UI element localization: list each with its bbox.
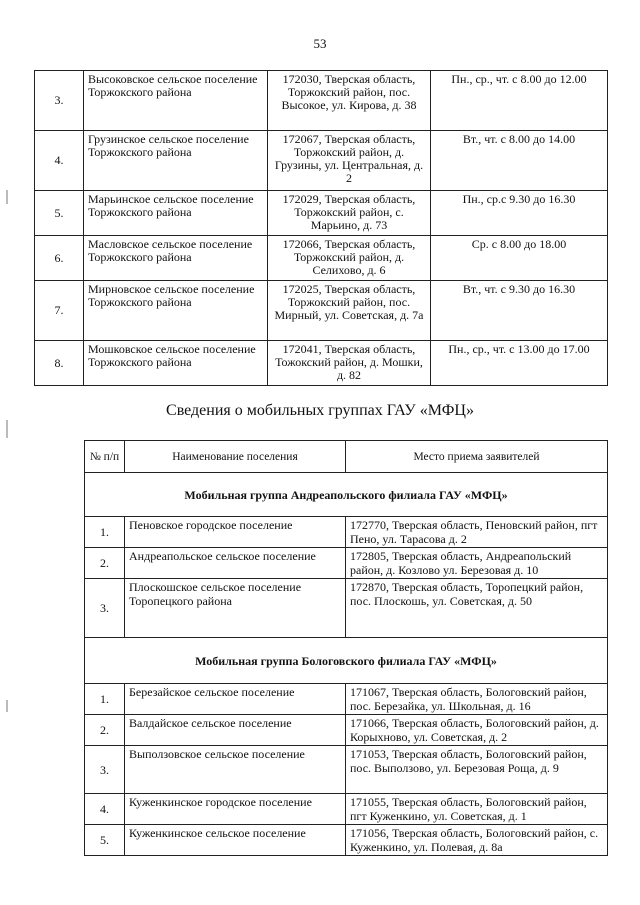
office-hours: Ср. с 8.00 до 18.00 <box>431 236 608 281</box>
row-number: 1. <box>85 517 125 548</box>
row-number: 1. <box>85 684 125 715</box>
settlement-name: Андреапольское сельское поселение <box>125 548 346 579</box>
reception-place: 172770, Тверская область, Пеновский район, пгт Пено, ул. Тарасова д. 2 <box>346 517 608 548</box>
group-title: Мобильная группа Андреапольского филиала ГАУ «МФЦ» <box>85 473 608 517</box>
office-hours: Пн., ср.с 9.30 до 16.30 <box>431 191 608 236</box>
table-row <box>85 794 608 825</box>
table-row <box>35 281 608 341</box>
reception-place: 172870, Тверская область, Торопецкий район, пос. Плоскошь, ул. Советская, д. 50 <box>346 579 608 638</box>
offices-table <box>34 70 608 386</box>
settlement-name: Масловское сельское поселение Торжокского района <box>84 236 268 281</box>
mobile-groups-table <box>84 440 608 856</box>
settlement-name: Куженкинское городское поселение <box>125 794 346 825</box>
row-number: 7. <box>35 281 84 341</box>
reception-place: 171066, Тверская область, Бологовский район, д. Корыхново, ул. Советская, д. 2 <box>346 715 608 746</box>
reception-place: 171067, Тверская область, Бологовский район, пос. Березайка, ул. Школьная, д. 16 <box>346 684 608 715</box>
settlement-name: Валдайское сельское поселение <box>125 715 346 746</box>
table-row <box>85 579 608 638</box>
table-row <box>85 746 608 794</box>
settlement-name: Пеновское городское поселение <box>125 517 346 548</box>
office-address: 172025, Тверская область, Торжокский район, пос. Мирный, ул. Советская, д. 7а <box>268 281 431 341</box>
page-number: 53 <box>313 36 327 51</box>
column-header-place: Место приема заявителей <box>346 441 608 473</box>
row-number: 3. <box>85 746 125 794</box>
row-number: 8. <box>35 341 84 386</box>
office-address: 172066, Тверская область, Торжокский район, д. Селихово, д. 6 <box>268 236 431 281</box>
scan-margin-mark <box>6 190 8 204</box>
settlement-name: Мошковское сельское поселение Торжокского района <box>84 341 268 386</box>
settlement-name: Плоскошское сельское поселение Торопецкого района <box>125 579 346 638</box>
settlement-name: Грузинское сельское поселение Торжокского района <box>84 131 268 191</box>
row-number: 5. <box>85 825 125 856</box>
settlement-name: Высоковское сельское поселение Торжокского района <box>84 71 268 131</box>
row-number: 3. <box>35 71 84 131</box>
row-number: 2. <box>85 715 125 746</box>
row-number: 2. <box>85 548 125 579</box>
group-row <box>85 473 608 517</box>
section-heading: Сведения о мобильных группах ГАУ «МФЦ» <box>166 402 474 419</box>
row-number: 4. <box>85 794 125 825</box>
reception-place: 171056, Тверская область, Бологовский район, с. Куженкино, ул. Полевая, д. 8а <box>346 825 608 856</box>
table-row <box>35 131 608 191</box>
row-number: 4. <box>35 131 84 191</box>
table-row <box>35 191 608 236</box>
group-row <box>85 638 608 684</box>
table-row <box>35 71 608 131</box>
reception-place: 171055, Тверская область, Бологовский район, пгт Куженкино, ул. Советская, д. 1 <box>346 794 608 825</box>
group-title: Мобильная группа Бологовского филиала ГАУ «МФЦ» <box>85 638 608 684</box>
table-row <box>85 684 608 715</box>
settlement-name: Мирновское сельское поселение Торжокского района <box>84 281 268 341</box>
table-row <box>85 825 608 856</box>
column-header-settlement: Наименование поселения <box>125 441 346 473</box>
scan-margin-mark <box>6 700 8 712</box>
table-row <box>85 715 608 746</box>
reception-place: 171053, Тверская область, Бологовский район, пос. Выползово, ул. Березовая Роща, д. 9 <box>346 746 608 794</box>
scan-margin-mark <box>6 420 8 438</box>
row-number: 6. <box>35 236 84 281</box>
office-hours: Пн., ср., чт. с 8.00 до 12.00 <box>431 71 608 131</box>
office-address: 172067, Тверская область, Торжокский район, д. Грузины, ул. Центральная, д. 2 <box>268 131 431 191</box>
office-hours: Вт., чт. с 9.30 до 16.30 <box>431 281 608 341</box>
settlement-name: Березайское сельское поселение <box>125 684 346 715</box>
settlement-name: Марьинское сельское поселение Торжокского района <box>84 191 268 236</box>
office-address: 172030, Тверская область, Торжокский район, пос. Высокое, ул. Кирова, д. 38 <box>268 71 431 131</box>
settlement-name: Куженкинское сельское поселение <box>125 825 346 856</box>
settlement-name: Выползовское сельское поселение <box>125 746 346 794</box>
table-row <box>85 548 608 579</box>
office-address: 172041, Тверская область, Тожокский район, д. Мошки, д. 82 <box>268 341 431 386</box>
table-row <box>35 341 608 386</box>
row-number: 5. <box>35 191 84 236</box>
office-address: 172029, Тверская область, Торжокский район, с. Марьино, д. 73 <box>268 191 431 236</box>
office-hours: Пн., ср., чт. с 13.00 до 17.00 <box>431 341 608 386</box>
table-row <box>35 236 608 281</box>
row-number: 3. <box>85 579 125 638</box>
reception-place: 172805, Тверская область, Андреапольский район, д. Козлово ул. Березовая д. 10 <box>346 548 608 579</box>
column-header-number: № п/п <box>85 441 125 473</box>
table-row <box>85 517 608 548</box>
header-row <box>85 441 608 473</box>
office-hours: Вт., чт. с 8.00 до 14.00 <box>431 131 608 191</box>
